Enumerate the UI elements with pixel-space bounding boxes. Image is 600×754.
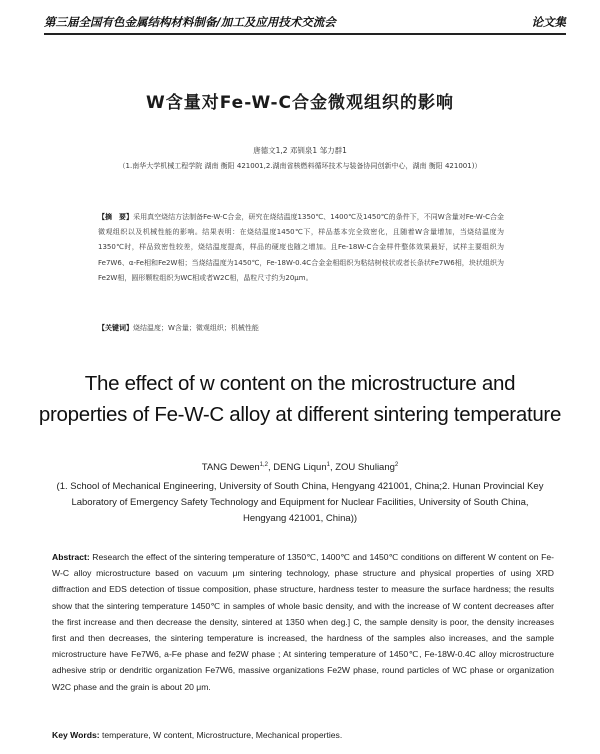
english-authors: TANG Dewen$^{1,2}$, DENG Liqun$^1$, ZOU Shuliang$^2$ <box>201 462 399 474</box>
chinese-affiliation: （1.南华大学机械工程学院 湖南 衡阳 421001,2.湖南省核燃料循环技术与装备协同创新中心，湖南 衡阳 421001)） <box>118 162 482 170</box>
chinese-title: W含量对Fe-W-C合金微观组织的影响 <box>145 93 455 113</box>
chinese-authors: 唐德文1,2 邓钏泉1 邹力群1 <box>253 146 347 155</box>
chinese-abstract-label: 【摘 要】 <box>98 213 134 221</box>
author-affil-mark: 1,2 <box>259 462 268 468</box>
running-header <box>44 14 566 35</box>
english-abstract-label: Abstract: <box>52 552 90 562</box>
chinese-keywords-label: 【关键词】 <box>98 324 133 332</box>
english-abstract-text: Research the effect of the sintering temperature of 1350℃, 1400℃ and 1450℃ conditions on different W content on Fe-W-C alloy microstructure based on vacuum μm sintering technology, phase structure and physical properties of using XRD diffraction and EDS detection of tissue composition, phase structure, hardness tester to measure the surface hardness; the results show that the sintering temperature 1450℃ in samples of whole basic density, and with the increase of W content decreases after the first increase and then decrease the density, sintered at 1350 when deg.] C, the sample density is poor, the density increases first and then decreases, the sintering temperature is increased, the hardness of the samples also increases, and the sample microstructure have Fe7W6, a-Fe phase and fe2W phase ; At sintering temperature of 1450℃, Fe-18W-0.4C alloy microstructure adhesive strip or dendritic organization Fe7W6, massive organizations Fe2W phase, round particles of WC phase or organization W2C phase and the grain is about 20 μm. <box>52 552 554 692</box>
chinese-abstract-text: 采用真空烧结方法制备Fe-W-C合金，研究在烧结温度1350℃、1400℃及1450℃的条件下，不同W含量对Fe-W-C合金微观组织以及机械性能的影响。结果表明：在烧结温度1450℃下，样品基本完全致密化，且随着W含量增加，当烧结温度为1350℃时，样品致密性较差，烧结温度提高，样品的硬度也随之增加。且Fe-18W-C合金样件整体效果最好，试样主要组织为Fe7W6、α-Fe相和Fe2W相；当烧结温度为1450℃，Fe-18W-0.4C合金金相组织为粘结树枝状或者长条状Fe7W6相，块状组织为Fe2W相，圆形颗粒组织为WC相或者W2C相，晶粒尺寸约为20μm。 <box>98 213 505 282</box>
english-keywords-label: Key Words: <box>52 730 100 740</box>
chinese-keywords-text: 烧结温度；W含量；微观组织；机械性能 <box>133 324 259 332</box>
english-title <box>0 368 600 430</box>
english-affiliation: (1. School of Mechanical Engineering, University of South China, Hengyang 421001, China;2. Hunan Provincial Key Laboratory of Emergency Safety Technology and Equipment for Nuclear Facilities, University of South China, Hengyang 421001, China)) <box>56 481 544 524</box>
author-name: DENG Liqun <box>273 462 327 474</box>
chinese-keywords <box>98 323 504 333</box>
header-conference-title: 第三届全国有色金属结构材料制备/加工及应用技术交流会 <box>44 15 336 29</box>
english-title-line1: The effect of w content on the microstructure and <box>84 372 516 395</box>
english-keywords <box>52 730 554 740</box>
author-affil-mark: 1 <box>326 462 330 468</box>
header-section-label: 论文集 <box>531 15 566 29</box>
english-abstract <box>52 549 554 695</box>
author-affil-mark: 2 <box>394 462 399 468</box>
chinese-abstract <box>98 210 504 286</box>
english-keywords-text: temperature, W content, Microstructure, Mechanical properties. <box>101 730 343 740</box>
author-name: TANG Dewen <box>201 462 260 474</box>
author-name: ZOU Shuliang <box>335 462 395 474</box>
english-title-line2: properties of Fe-W-C alloy at different sintering temperature <box>38 403 562 426</box>
